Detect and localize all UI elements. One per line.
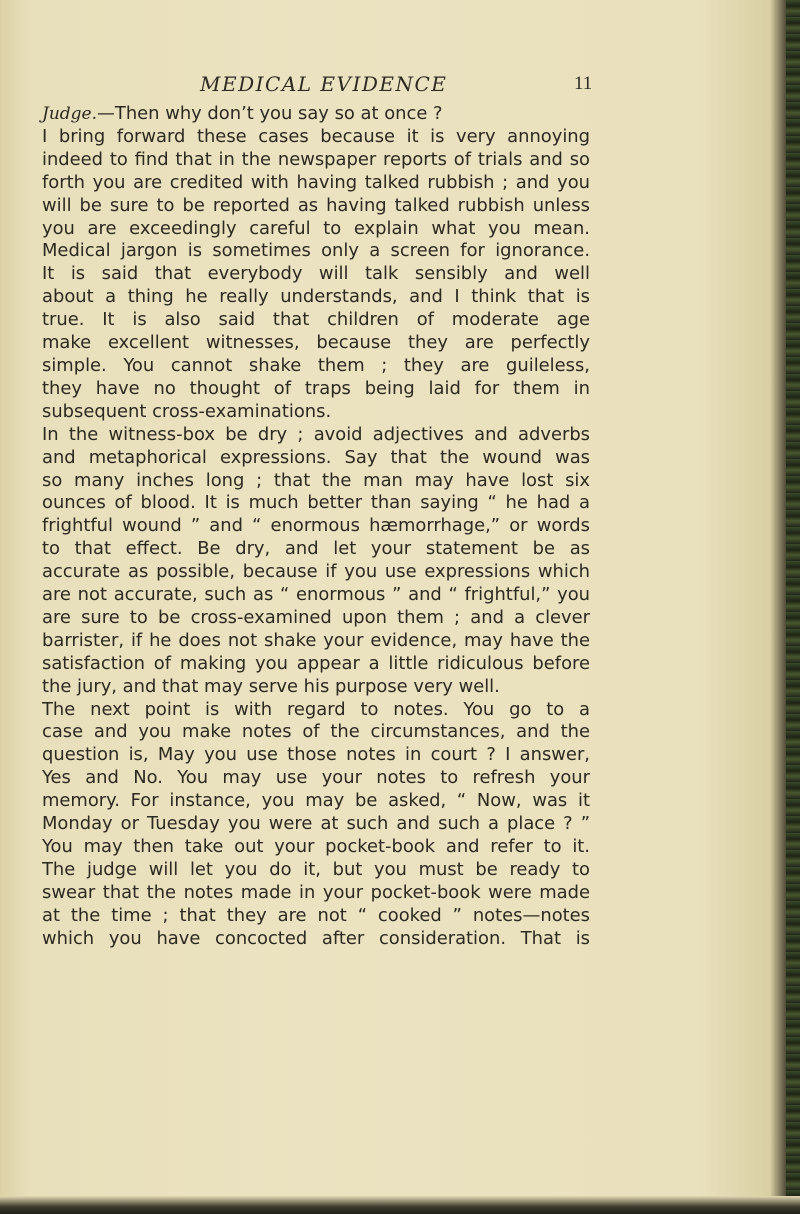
text-line: case and you make notes of the circumstances, and the xyxy=(42,721,590,743)
text-line: forth you are credited with having talked rubbish ; and you xyxy=(42,171,590,193)
text-line: swear that the notes made in your pocket-book were made xyxy=(42,881,590,903)
paragraph-cases xyxy=(42,126,590,424)
book-spine-edge xyxy=(786,0,800,1214)
text-line: indeed to find that in the newspaper reports of trials and so xyxy=(42,148,590,170)
page-number: 11 xyxy=(574,73,593,94)
text-line xyxy=(42,103,590,126)
text-line: frightful wound ” and “ enormous hæmorrhage,” or words xyxy=(42,515,590,537)
text-line: at the time ; that they are not “ cooked ” notes—notes xyxy=(42,904,590,926)
paragraph-witness-box xyxy=(42,424,590,699)
text-line: are sure to be cross-examined upon them ; and a clever xyxy=(42,606,590,628)
text-line: satisfaction of making you appear a little ridiculous before xyxy=(42,652,590,674)
text-line: Monday or Tuesday you were at such and such a place ? ” xyxy=(42,813,590,835)
speaker-label: Judge. xyxy=(42,104,97,124)
text-line: about a thing he really understands, and I think that is xyxy=(42,286,590,308)
text-line: are not accurate, such as “ enormous ” and “ frightful,” you xyxy=(42,584,590,606)
text-line: I bring forward these cases because it is very annoying xyxy=(42,125,590,147)
text-line: barrister, if he does not shake your evidence, may have the xyxy=(42,629,590,651)
running-head: MEDICAL EVIDENCE xyxy=(200,72,448,96)
text-line: to that effect. Be dry, and let your statement be as xyxy=(42,538,590,560)
text-line: simple. You cannot shake them ; they are guileless, xyxy=(42,354,590,376)
body-text xyxy=(42,103,590,951)
page-header xyxy=(0,72,800,102)
text-line: they have no thought of traps being laid for them in xyxy=(42,377,590,399)
text-line: the jury, and that may serve his purpose very well. xyxy=(42,675,500,697)
text-line: In the witness-box be dry ; avoid adjectives and adverbs xyxy=(42,423,590,445)
text-line: accurate as possible, because if you use expressions which xyxy=(42,561,590,583)
text-line: The next point is with regard to notes. You go to a xyxy=(42,698,590,720)
text-line: you are exceedingly careful to explain what you mean. xyxy=(42,217,590,239)
text-line: Yes and No. You may use your notes to refresh your xyxy=(42,767,590,789)
text-line: will be sure to be reported as having talked rubbish unless xyxy=(42,194,590,216)
paragraph-notes xyxy=(42,699,590,951)
text-line: and metaphorical expressions. Say that the wound was xyxy=(42,446,590,468)
text-line: It is said that everybody will talk sensibly and well xyxy=(42,263,590,285)
text-line-rest: —Then why don’t you say so at once ? xyxy=(97,103,443,124)
text-line: so many inches long ; that the man may have lost six xyxy=(42,469,590,491)
text-line: ounces of blood. It is much better than saying “ he had a xyxy=(42,492,590,514)
paragraph-judge xyxy=(42,103,590,126)
text-line: The judge will let you do it, but you must be ready to xyxy=(42,858,590,880)
page-bottom-edge xyxy=(0,1196,800,1214)
text-line: question is, May you use those notes in court ? I answer, xyxy=(42,744,590,766)
text-line: which you have concocted after consideration. That is xyxy=(42,927,590,949)
text-line: memory. For instance, you may be asked, “ Now, was it xyxy=(42,790,590,812)
text-line: You may then take out your pocket-book and refer to it. xyxy=(42,836,590,857)
text-line: subsequent cross-examinations. xyxy=(42,400,332,422)
text-line: make excellent witnesses, because they are perfectly xyxy=(42,332,590,354)
text-line: Medical jargon is sometimes only a screen for ignorance. xyxy=(42,240,590,262)
text-line: true. It is also said that children of moderate age xyxy=(42,309,590,331)
